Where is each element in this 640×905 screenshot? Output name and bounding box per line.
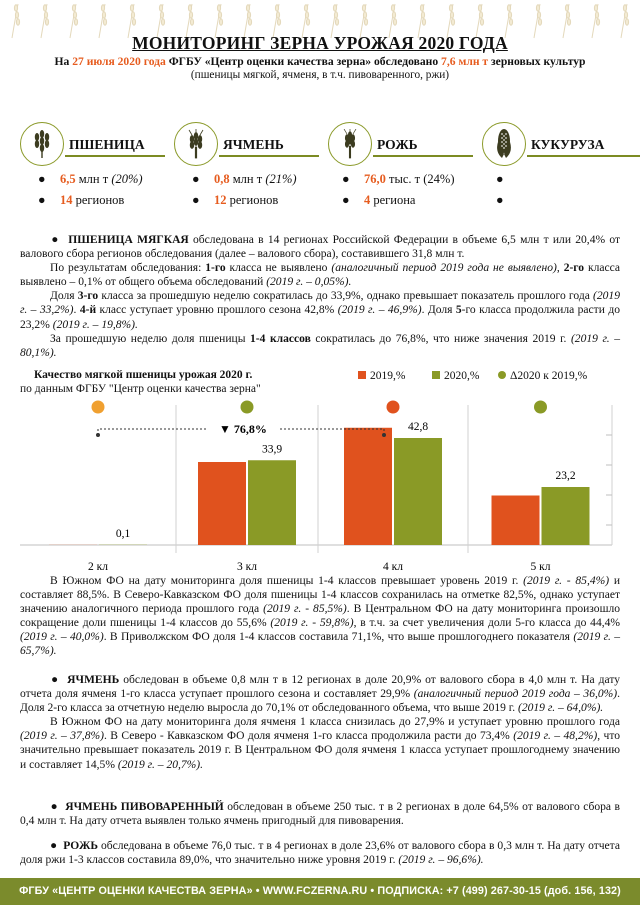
delta-marker <box>387 401 400 414</box>
wheat-grain <box>14 5 17 11</box>
bar-2020 <box>248 460 296 545</box>
wheat-grain <box>16 19 19 25</box>
category-label: 2 кл <box>88 561 108 573</box>
bracket-dot <box>96 433 100 437</box>
wheat-grain <box>130 5 133 11</box>
rye-paragraph: ● РОЖЬ обследована в объеме 76,0 тыс. т в 4 регионах в доле 23,6% от валового сбора в 0,3 млн т. На дату отчета доля ржи 1-3 классов составила 89,0%, что значительно ниже уровня 2019 г. (2019 г. – 96,6%). <box>20 840 620 867</box>
wheat-grain <box>392 12 395 18</box>
legend-item-delta: Δ2020 к 2019,% <box>498 370 587 382</box>
regions-paragraph: В Южном ФО на дату мониторинга доля пшеницы 1-4 классов превышает уровень 2019 г. (2019 г. - 85,4%) и составляет 88,5%. В Северо-Кавказском ФО доля пшеницы 1-4 классов сохранилась на отметке 82,5%, однако уступает значению аналогичного периода прошлого года (2019 г. - 85,5%). В Центральном ФО на дату мониторинга произошло сокращение доли пшеницы 1-4 классов до 55,6% (2019 г. - 59,8%), в т.ч. за счет увеличения доли 5-го класса до 44,4% (2019 г. – 40,0%). В Приволжском ФО доля 1-4 классов составила 71,1%, что выше прошлогоднего показателя (2019 г. – 65,7%). <box>20 575 621 658</box>
malting-barley-paragraph: ● ЯЧМЕНЬ ПИВОВАРЕННЫЙ обследован в объеме 250 тыс. т в 2 регионах в доле 64,5% от валового сбора в 0,4 млн т. На дату отчета выявлен только ячмень пригодный для пивоварения. <box>20 801 620 828</box>
wheat-grain <box>276 12 279 18</box>
wheat-grain <box>625 19 628 25</box>
wheat-grain <box>131 12 134 18</box>
wheat-volume: ● 6,5 млн т (20%) <box>38 172 143 186</box>
category-label: 4 кл <box>383 561 403 573</box>
wheat-grain <box>73 12 76 18</box>
barley-icon <box>174 122 218 166</box>
wheat-grain <box>594 5 597 11</box>
wheat-grain <box>508 12 511 18</box>
bar-2020 <box>542 487 590 545</box>
data-label: 0,1 <box>115 527 131 540</box>
wheat-grain <box>422 19 425 25</box>
wheat-grain <box>277 19 280 25</box>
bar-2019 <box>198 462 246 545</box>
wheat-grain <box>217 5 220 11</box>
wheat-grain <box>479 12 482 18</box>
delta-marker <box>92 401 105 414</box>
wheat-grain <box>188 5 191 11</box>
wheat-grain <box>246 5 249 11</box>
legend-swatch <box>498 371 506 379</box>
wheat-grain <box>219 19 222 25</box>
crop-name-barley: ЯЧМЕНЬ <box>223 137 284 152</box>
data-label: 23,2 <box>555 470 576 482</box>
chart-title: Качество мягкой пшеницы урожая 2020 г. <box>34 369 253 381</box>
wheat-grain <box>536 5 539 11</box>
wheat-grain <box>218 12 221 18</box>
wheat-grain <box>565 5 568 11</box>
page-subtitle: На 27 июля 2020 года ФГБУ «Центр оценки качества зерна» обследовано 7,6 млн т зерновых культур <box>54 55 586 68</box>
wheat-grain <box>74 19 77 25</box>
wheat-grain <box>333 5 336 11</box>
barley-volume: ● 0,8 млн т (21%) <box>192 172 297 186</box>
wheat-grain <box>305 12 308 18</box>
wheat-grain <box>334 12 337 18</box>
wheat-grain <box>566 12 569 18</box>
wheat-grain <box>132 19 135 25</box>
bar-2019 <box>344 428 392 545</box>
corn-icon <box>482 122 526 166</box>
delta-label: ▼ 76,8% <box>219 422 267 436</box>
data-label: 33,9 <box>261 443 283 456</box>
wheat-grain <box>190 19 193 25</box>
wheat-grain <box>391 5 394 11</box>
wheat-grain <box>44 12 47 18</box>
category-label: 3 кл <box>237 561 257 573</box>
wheat-grain <box>72 5 75 11</box>
wheat-grain <box>103 19 106 25</box>
divider <box>527 155 640 157</box>
wheat-grain <box>393 19 396 25</box>
wheat-grain <box>45 19 48 25</box>
data-label: 42,8 <box>407 421 429 433</box>
wheat-grain <box>102 12 105 18</box>
legend-item-2019: 2019,% <box>358 370 405 382</box>
divider <box>219 155 319 157</box>
wheat-grain <box>304 5 307 11</box>
wheat-grain <box>101 5 104 11</box>
wheat-grain <box>248 19 251 25</box>
wheat-grain <box>420 5 423 11</box>
wheat-grain <box>189 12 192 18</box>
crop-name-wheat: ПШЕНИЦА <box>69 137 145 152</box>
wheat-grain <box>363 12 366 18</box>
bracket-dot <box>382 433 386 437</box>
wheat-grain <box>362 5 365 11</box>
wheat-grain <box>507 5 510 11</box>
wheat-grain <box>478 5 481 11</box>
wheat-grain <box>364 19 367 25</box>
page-subtitle-crops: (пшеницы мягкой, ячменя, в т.ч. пивоваренного, ржи) <box>190 69 450 81</box>
page-title: МОНИТОРИНГ ЗЕРНА УРОЖАЯ 2020 ГОДА <box>132 33 508 53</box>
wheat-grain <box>450 12 453 18</box>
crop-name-rye: РОЖЬ <box>377 137 418 152</box>
wheat-grain <box>247 12 250 18</box>
wheat-grain <box>595 12 598 18</box>
wheat-grain <box>480 19 483 25</box>
legend-item-2020: 2020,% <box>432 370 479 382</box>
crop-name-corn: КУКУРУЗА <box>531 137 605 152</box>
wheat-grain <box>275 5 278 11</box>
wheat-grain <box>159 5 162 11</box>
footer-bar: ФГБУ «ЦЕНТР ОЦЕНКИ КАЧЕСТВА ЗЕРНА» • WWW.FCZERNA.RU • ПОДПИСКА: +7 (499) 267-30-15 (доб. 156, 132) <box>0 878 640 905</box>
wheat-grain <box>537 12 540 18</box>
wheat-paragraph: ● ПШЕНИЦА МЯГКАЯ обследована в 14 регионах Российской Федерации в объеме 6,5 млн т или 20,4% от валового сбора регионов обследования (далее – валового сбора), составившего 31,8 млн т. По результатам обследования: 1-го класса не выявлено (аналогичный период 2019 года не выявлено), 2-го класса выявлено – 0,1% от общего объема обследований (2019 г. – 0,05%). Доля 3-го класса за прошедшую неделю сократилась до 33,9%, однако превышает показатель прошлого года (2019 г. – 33,2%). 4-й класс уступает уровню прошлого сезона 42,8% (2019 г. – 46,9%). Доля 5-го класса продолжила расти до 23,2% (2019 г. – 19,8%). За прошедшую неделю доля пшеницы 1-4 классов сократилась до 76,8%, что ниже значения 2019 г. (2019 г. – 80,1%). <box>20 234 621 359</box>
category-label: 5 кл <box>530 561 551 573</box>
bar-2019 <box>492 496 540 546</box>
chart-subtitle: по данным ФГБУ "Центр оценки качества зерна" <box>20 383 261 395</box>
wheat-grain <box>623 5 626 11</box>
bar-2020 <box>394 438 442 545</box>
wheat-grain <box>509 19 512 25</box>
divider <box>373 155 473 157</box>
wheat-grain <box>160 12 163 18</box>
wheat-grain <box>421 12 424 18</box>
wheat-grain <box>451 19 454 25</box>
legend-swatch <box>358 371 366 379</box>
wheat-grain <box>306 19 309 25</box>
wheat-grain <box>624 12 627 18</box>
wheat-grain <box>538 19 541 25</box>
rye-volume: ● 76,0 тыс. т (24%) <box>342 172 455 186</box>
wheat-grain <box>43 5 46 11</box>
wheat-grain <box>449 5 452 11</box>
wheat-icon <box>20 122 64 166</box>
divider <box>65 155 165 157</box>
wheat-quality-chart <box>0 395 640 575</box>
rye-icon <box>328 122 372 166</box>
wheat-grain <box>335 19 338 25</box>
wheat-grain <box>161 19 164 25</box>
wheat-grain <box>15 12 18 18</box>
barley-paragraph: ● ЯЧМЕНЬ обследован в объеме 0,8 млн т в 12 регионах в доле 20,9% от валового сбора в 4,0 млн т. На дату отчета доля ячменя 1-го класса уступает прошлого сезона и составляет 29,9% (аналогичный период 2019 года – 36,0%). Доля 2-го класса за отчетную неделю выросла до 70,1% от обследованного объема, что выше 2019 г. (2019 г. – 64,0%). В Южном ФО на дату мониторинга доля ячменя 1 класса снизилась до 27,9% и уступает уровню прошлого года (2019 г. – 37,8%). В Северо - Кавказском ФО доля ячменя 1-го класса продолжила расти до 73,4% (2019 г. – 48,2%), что значительно превышает показатель 2019 г. В Центральном ФО доля ячменя 1 класса уступает прошлогоднему значению и составляет 14,5% (2019 г. – 20,7%). <box>20 674 621 771</box>
wheat-grain <box>596 19 599 25</box>
barley-regions: ● 12 регионов <box>192 193 279 207</box>
wheat-regions: ● 14 регионов <box>38 193 125 207</box>
delta-marker <box>241 401 254 414</box>
delta-marker <box>534 401 547 414</box>
wheat-grain <box>567 19 570 25</box>
legend-swatch <box>432 371 440 379</box>
rye-regions: ● 4 региона <box>342 193 416 207</box>
